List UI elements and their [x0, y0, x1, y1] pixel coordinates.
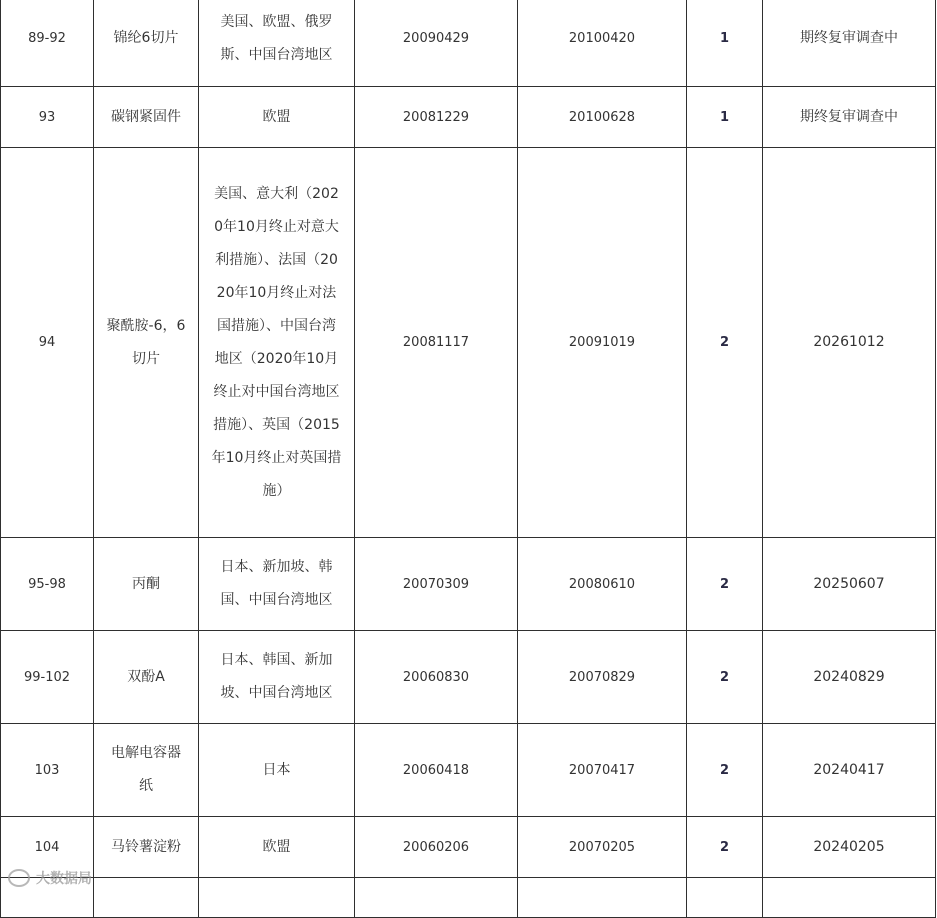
- cell-date-start: 20081229: [355, 87, 518, 148]
- table-row: [1, 817, 936, 878]
- cell-count: [687, 878, 763, 918]
- watermark: [8, 868, 92, 888]
- cell-countries: 欧盟: [199, 87, 355, 148]
- table-row: [1, 631, 936, 724]
- cell-status: [763, 878, 936, 918]
- cell-product-name: 碳钢紧固件: [94, 87, 199, 148]
- cell-row-id: 99-102: [1, 631, 94, 724]
- table-row: [1, 878, 936, 918]
- cell-countries: 日本: [199, 724, 355, 817]
- cell-date-start: 20081117: [355, 148, 518, 538]
- table-row: [1, 0, 936, 87]
- cell-date-ruling: 20100420: [518, 0, 687, 87]
- cell-countries: 美国、欧盟、俄罗斯、中国台湾地区: [199, 0, 355, 87]
- cell-date-start: 20060206: [355, 817, 518, 878]
- cell-product-name: [94, 878, 199, 918]
- cell-product-name: 马铃薯淀粉: [94, 817, 199, 878]
- cell-count: 2: [687, 148, 763, 538]
- cell-countries: 日本、韩国、新加坡、中国台湾地区: [199, 631, 355, 724]
- cell-count: 2: [687, 724, 763, 817]
- cell-countries: 日本、新加坡、韩国、中国台湾地区: [199, 538, 355, 631]
- cell-date-ruling: 20080610: [518, 538, 687, 631]
- cell-status: 20240417: [763, 724, 936, 817]
- cell-date-start: [355, 878, 518, 918]
- cell-row-id: 93: [1, 87, 94, 148]
- cell-date-ruling: 20091019: [518, 148, 687, 538]
- cell-count: 2: [687, 817, 763, 878]
- cell-product-name: 丙酮: [94, 538, 199, 631]
- cell-status: 20250607: [763, 538, 936, 631]
- cell-product-name: 双酚A: [94, 631, 199, 724]
- cell-row-id: 89-92: [1, 0, 94, 87]
- cell-row-id: 104: [1, 817, 94, 878]
- cell-countries: 美国、意大利（2020年10月终止对意大利措施）、法国（2020年10月终止对法国措施）、中国台湾地区（2020年10月终止对中国台湾地区措施）、英国（2015年10月终止对英国措施）: [199, 148, 355, 538]
- cell-status: 20261012: [763, 148, 936, 538]
- cell-date-ruling: 20100628: [518, 87, 687, 148]
- watermark-text: 大数据局: [36, 871, 92, 887]
- cell-count: 1: [687, 87, 763, 148]
- cell-status: 期终复审调查中: [763, 87, 936, 148]
- cell-date-start: 20090429: [355, 0, 518, 87]
- cell-countries: 欧盟: [199, 817, 355, 878]
- cell-count: 2: [687, 538, 763, 631]
- cell-product-name: 锦纶6切片: [94, 0, 199, 87]
- cell-countries: [199, 878, 355, 918]
- watermark-logo-icon: [8, 869, 30, 887]
- table-row: [1, 148, 936, 538]
- cell-status: 20240829: [763, 631, 936, 724]
- cell-row-id: 103: [1, 724, 94, 817]
- cell-date-ruling: 20070205: [518, 817, 687, 878]
- cell-status: 20240205: [763, 817, 936, 878]
- cell-count: 1: [687, 0, 763, 87]
- table-row: [1, 724, 936, 817]
- cell-product-name: 聚酰胺-6，6切片: [94, 148, 199, 538]
- cell-date-ruling: 20070829: [518, 631, 687, 724]
- cell-date-start: 20060830: [355, 631, 518, 724]
- table-row: [1, 538, 936, 631]
- cell-date-start: 20060418: [355, 724, 518, 817]
- table-row: [1, 87, 936, 148]
- cell-row-id: 94: [1, 148, 94, 538]
- cell-date-ruling: [518, 878, 687, 918]
- cell-date-start: 20070309: [355, 538, 518, 631]
- cell-date-ruling: 20070417: [518, 724, 687, 817]
- cell-product-name: 电解电容器纸: [94, 724, 199, 817]
- cell-status: 期终复审调查中: [763, 0, 936, 87]
- cell-row-id: 95-98: [1, 538, 94, 631]
- cell-count: 2: [687, 631, 763, 724]
